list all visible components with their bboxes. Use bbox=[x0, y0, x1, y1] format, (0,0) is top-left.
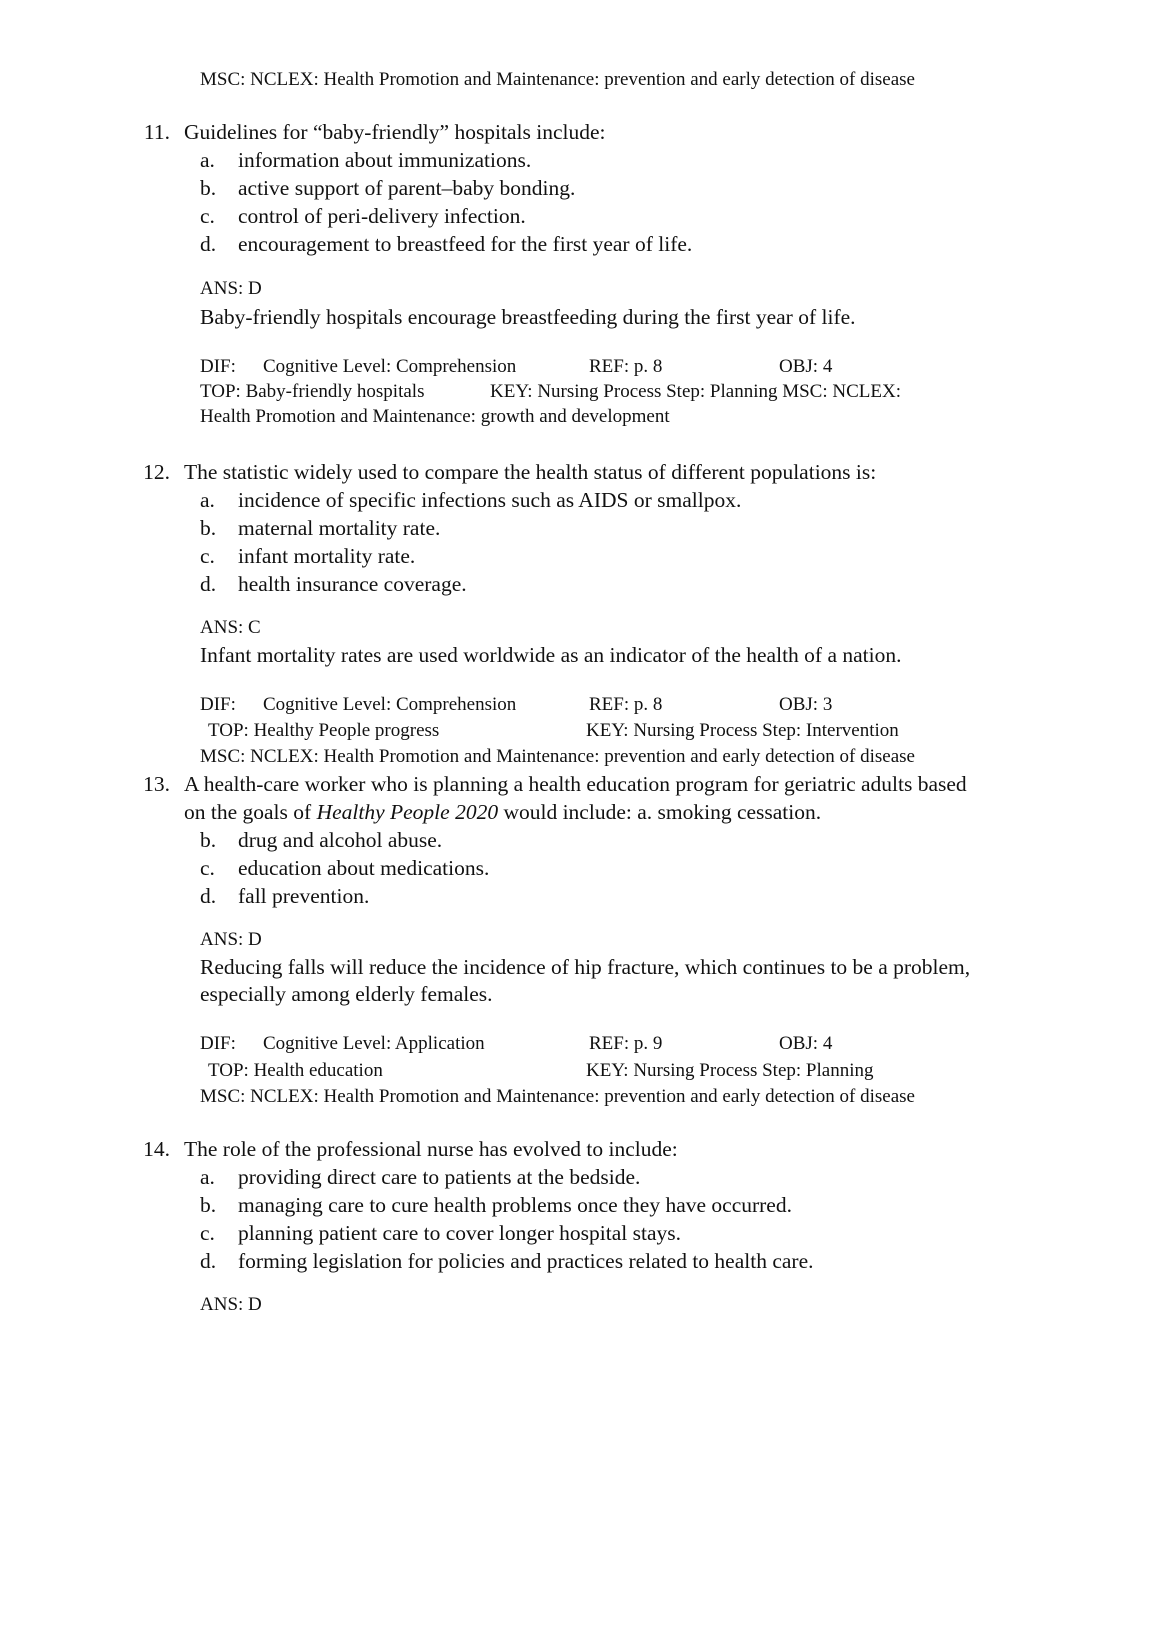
topic: TOP: Healthy People progress bbox=[208, 720, 440, 741]
option-letter: d. bbox=[200, 572, 217, 596]
question-stem: The role of the professional nurse has evolved to include: bbox=[184, 1137, 678, 1161]
key: KEY: Nursing Process Step: Planning bbox=[586, 1060, 874, 1081]
question-number: 11. bbox=[143, 120, 170, 144]
difficulty: Cognitive Level: Comprehension bbox=[263, 356, 517, 377]
option-letter: a. bbox=[200, 1165, 215, 1189]
option-text: information about immunizations. bbox=[238, 148, 532, 172]
option-text: incidence of specific infections such as AIDS or smallpox. bbox=[238, 488, 742, 512]
option-letter: b. bbox=[200, 176, 217, 200]
option-letter: c. bbox=[200, 544, 215, 568]
option-letter: d. bbox=[200, 1249, 217, 1273]
option-text: providing direct care to patients at the bedside. bbox=[238, 1165, 641, 1189]
option-letter: c. bbox=[200, 1221, 215, 1245]
option-text: managing care to cure health problems once they have occurred. bbox=[238, 1193, 792, 1217]
dif-label: DIF: bbox=[200, 1033, 236, 1054]
answer-label: ANS: C bbox=[200, 617, 261, 638]
rationale: Reducing falls will reduce the incidence of hip fracture, which continues to be a problem, bbox=[200, 955, 971, 979]
option-letter: b. bbox=[200, 1193, 217, 1217]
option-text: maternal mortality rate. bbox=[238, 516, 441, 540]
option-text: infant mortality rate. bbox=[238, 544, 416, 568]
msc-line: MSC: NCLEX: Health Promotion and Maintenance: prevention and early detection of disease bbox=[200, 69, 915, 90]
option-letter: b. bbox=[200, 516, 217, 540]
option-text: active support of parent–baby bonding. bbox=[238, 176, 576, 200]
question-number: 14. bbox=[143, 1137, 170, 1161]
option-text: health insurance coverage. bbox=[238, 572, 467, 596]
option-text: fall prevention. bbox=[238, 884, 370, 908]
answer-label: ANS: D bbox=[200, 1294, 262, 1315]
key: KEY: Nursing Process Step: Planning MSC: NCLEX: bbox=[490, 381, 901, 402]
option-letter: a. bbox=[200, 488, 215, 512]
question-number: 13. bbox=[143, 772, 170, 796]
topic: TOP: Health education bbox=[208, 1060, 383, 1081]
stem-text: on the goals of bbox=[184, 800, 317, 824]
option-letter: d. bbox=[200, 884, 217, 908]
question-stem-line2 bbox=[184, 800, 821, 825]
msc-line: Health Promotion and Maintenance: growth and development bbox=[200, 406, 670, 427]
msc-line: MSC: NCLEX: Health Promotion and Maintenance: prevention and early detection of disease bbox=[200, 746, 915, 767]
reference: REF: p. 8 bbox=[589, 356, 663, 377]
option-text: encouragement to breastfeed for the first year of life. bbox=[238, 232, 693, 256]
rationale: Infant mortality rates are used worldwide as an indicator of the health of a nation. bbox=[200, 643, 902, 667]
key: KEY: Nursing Process Step: Intervention bbox=[586, 720, 899, 741]
question-stem: The statistic widely used to compare the health status of different populations is: bbox=[184, 460, 877, 484]
option-letter: c. bbox=[200, 856, 215, 880]
option-text: control of peri-delivery infection. bbox=[238, 204, 526, 228]
option-text: education about medications. bbox=[238, 856, 490, 880]
reference: REF: p. 8 bbox=[589, 694, 663, 715]
stem-italic-title: Healthy People 2020 bbox=[316, 800, 499, 824]
rationale-line2: especially among elderly females. bbox=[200, 982, 493, 1006]
answer-label: ANS: D bbox=[200, 278, 262, 299]
option-letter: d. bbox=[200, 232, 217, 256]
option-text: planning patient care to cover longer hospital stays. bbox=[238, 1221, 682, 1245]
stem-text: would include: a. smoking cessation. bbox=[498, 800, 822, 824]
question-number: 12. bbox=[143, 460, 170, 484]
option-text: drug and alcohol abuse. bbox=[238, 828, 443, 852]
difficulty: Cognitive Level: Comprehension bbox=[263, 694, 517, 715]
objective: OBJ: 4 bbox=[779, 1033, 833, 1054]
question-stem: A health-care worker who is planning a health education program for geriatric adults based bbox=[184, 772, 967, 796]
objective: OBJ: 3 bbox=[779, 694, 833, 715]
objective: OBJ: 4 bbox=[779, 356, 833, 377]
dif-label: DIF: bbox=[200, 356, 236, 377]
rationale: Baby-friendly hospitals encourage breastfeeding during the first year of life. bbox=[200, 305, 856, 329]
question-stem: Guidelines for “baby-friendly” hospitals include: bbox=[184, 120, 606, 144]
option-letter: a. bbox=[200, 148, 215, 172]
msc-line: MSC: NCLEX: Health Promotion and Maintenance: prevention and early detection of disease bbox=[200, 1086, 915, 1107]
option-letter: b. bbox=[200, 828, 217, 852]
option-text: forming legislation for policies and practices related to health care. bbox=[238, 1249, 814, 1273]
option-letter: c. bbox=[200, 204, 215, 228]
difficulty: Cognitive Level: Application bbox=[263, 1033, 485, 1054]
dif-label: DIF: bbox=[200, 694, 236, 715]
answer-label: ANS: D bbox=[200, 929, 262, 950]
reference: REF: p. 9 bbox=[589, 1033, 663, 1054]
topic: TOP: Baby-friendly hospitals bbox=[200, 381, 425, 402]
